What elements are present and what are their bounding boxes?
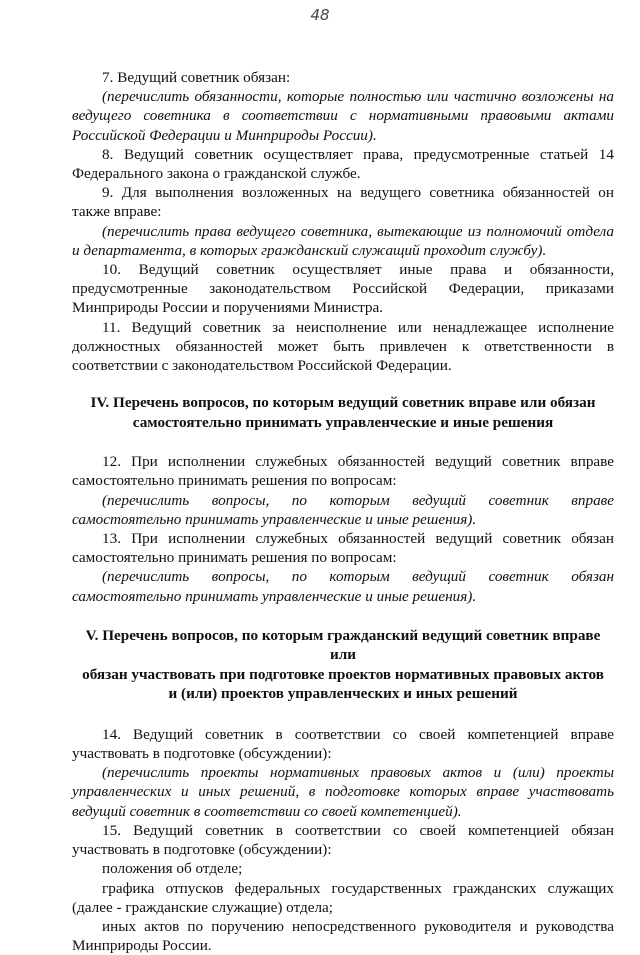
list-item-vacation-schedule: графика отпусков федеральных государственных гражданских служащих (далее - гражданские служащие) отдела; bbox=[72, 879, 614, 916]
page-number: 48 bbox=[310, 6, 330, 24]
list-item-other-acts: иных актов по поручению непосредственного руководителя и руководства Минприроды России. bbox=[72, 917, 614, 955]
paragraph-12-instruction: (перечислить вопросы, по которым ведущий советник вправе самостоятельно принимать управленческие и иные решения). bbox=[72, 491, 614, 528]
paragraph-8: 8. Ведущий советник осуществляет права, предусмотренные статьей 14 Федерального закона о гражданской службе. bbox=[72, 145, 614, 183]
list-item-regulations: положения об отделе; bbox=[102, 860, 243, 878]
section-5-heading bbox=[72, 626, 614, 704]
paragraph-11: 11. Ведущий советник за неисполнение или ненадлежащее исполнение должностных обязанностей может быть привлечен к ответственности в соответствии с законодательством Российской Федерации. bbox=[72, 318, 614, 375]
paragraph-14-instruction: (перечислить проекты нормативных правовых актов и (или) проекты управленческих и иных решений, в подготовке которых вправе участвовать ведущий советник в соответствии со своей компетенцией). bbox=[72, 764, 614, 820]
paragraph-10: 10. Ведущий советник осуществляет иные права и обязанности, предусмотренные законодательством Российской Федерации, приказами Минприроды России и поручениями Министра. bbox=[72, 261, 614, 317]
section-4-heading bbox=[72, 393, 614, 432]
paragraph-13-instruction: (перечислить вопросы, по которым ведущий советник обязан самостоятельно принимать управленческие и иные решения). bbox=[72, 568, 614, 605]
paragraph-9: 9. Для выполнения возложенных на ведущего советника обязанностей он также вправе: bbox=[72, 184, 614, 221]
section-5-heading-line: обязан участвовать при подготовке проектов нормативных правовых актов bbox=[82, 665, 604, 683]
section-5-heading-line: V. Перечень вопросов, по которым гражданский ведущий советник вправе или bbox=[85, 626, 601, 664]
paragraph-9-instruction: (перечислить права ведущего советника, вытекающие из полномочий отдела и департамента, в которых гражданский служащий проходит службу). bbox=[72, 222, 614, 259]
section-4-heading-line: самостоятельно принимать управленческие и иные решения bbox=[132, 413, 554, 431]
paragraph-12: 12. При исполнении служебных обязанностей ведущий советник вправе самостоятельно принимать решения по вопросам: bbox=[72, 453, 614, 490]
paragraph-7: 7. Ведущий советник обязан: bbox=[102, 69, 291, 86]
paragraph-13: 13. При исполнении служебных обязанностей ведущий советник обязан самостоятельно принимать решения по вопросам: bbox=[72, 530, 614, 567]
paragraph-14: 14. Ведущий советник в соответствии со своей компетенцией вправе участвовать в подготовке (обсуждении): bbox=[72, 725, 614, 763]
paragraph-7-instruction: (перечислить обязанности, которые полностью или частично возложены на ведущего советника в соответствии с нормативными правовыми актами Российской Федерации и Минприроды России). bbox=[72, 88, 614, 144]
section-5-heading-line: и (или) проектов управленческих и иных решений bbox=[168, 685, 518, 703]
document-body bbox=[72, 68, 614, 955]
section-4-heading-line: IV. Перечень вопросов, по которым ведущий советник вправе или обязан bbox=[90, 394, 596, 412]
paragraph-15: 15. Ведущий советник в соответствии со своей компетенцией обязан участвовать в подготовке (обсуждении): bbox=[72, 821, 614, 859]
